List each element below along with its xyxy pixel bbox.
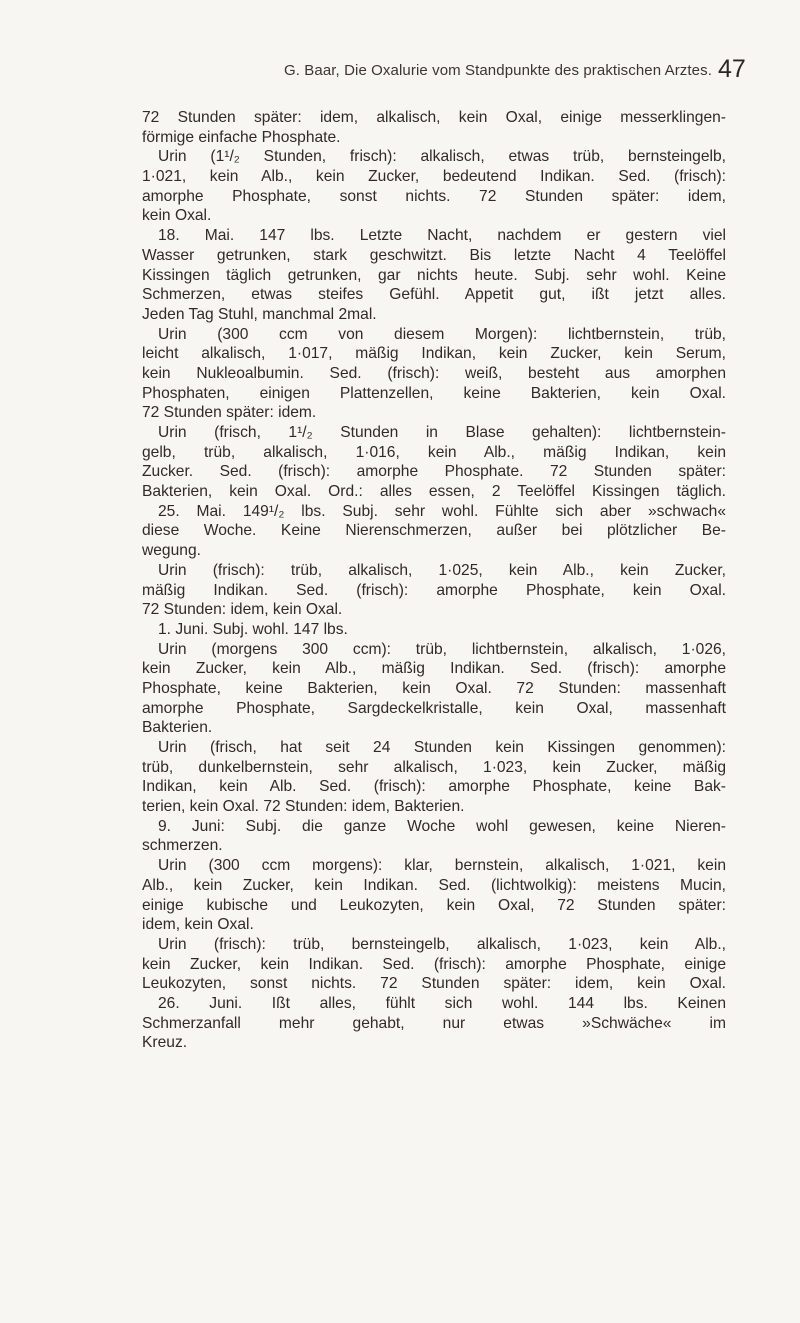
text-line: Urin (1¹/₂ Stunden, frisch): alkalisch, etwas trüb, bernsteingelb, <box>158 148 726 166</box>
text-line: Bakterien, kein Oxal. Ord.: alles essen, 2 Teelöffel Kissingen täglich. <box>142 483 726 501</box>
text-line: trüb, dunkelbernstein, sehr alkalisch, 1·023, kein Zucker, mäßig <box>142 758 726 776</box>
text-line: Phosphaten, einigen Plattenzellen, keine Bakterien, kein Oxal. <box>142 384 726 402</box>
text-line: Urin (300 ccm von diesem Morgen): lichtbernstein, trüb, <box>158 325 726 343</box>
text-line: Zucker. Sed. (frisch): amorphe Phosphate. 72 Stunden später: <box>142 463 726 481</box>
text-line: Urin (morgens 300 ccm): trüb, lichtbernstein, alkalisch, 1·026, <box>158 640 726 658</box>
text-line: Schmerzanfall mehr gehabt, nur etwas »Schwäche« im <box>142 1014 726 1032</box>
text-line: Indikan, kein Alb. Sed. (frisch): amorphe Phosphate, keine Bak- <box>142 778 726 796</box>
text-line: amorphe Phosphate, Sargdeckelkristalle, kein Oxal, massenhaft <box>142 699 726 717</box>
text-line: förmige einfache Phosphate. <box>142 128 341 146</box>
text-line: Urin (frisch): trüb, bernsteingelb, alkalisch, 1·023, kein Alb., <box>158 935 726 953</box>
text-line: Phosphate, keine Bakterien, kein Oxal. 72 Stunden: massenhaft <box>142 679 726 697</box>
text-line: Urin (frisch, hat seit 24 Stunden kein Kissingen genommen): <box>158 739 726 756</box>
text-line: 25. Mai. 149¹/₂ lbs. Subj. sehr wohl. Fühlte sich aber »schwach« <box>158 502 726 520</box>
text-line: diese Woche. Keine Nierenschmerzen, außer bei plötzlicher Be- <box>142 522 726 540</box>
text-line: 72 Stunden später: idem, alkalisch, kein Oxal, einige messerklingen- <box>142 109 726 126</box>
text-line: 1·021, kein Alb., kein Zucker, bedeutend Indikan. Sed. (frisch): <box>142 168 726 186</box>
text-line: Urin (frisch): trüb, alkalisch, 1·025, kein Alb., kein Zucker, <box>158 561 726 579</box>
text-line: kein Zucker, kein Alb., mäßig Indikan. Sed. (frisch): amorphe <box>142 660 726 678</box>
text-line: Schmerzen, etwas steifes Gefühl. Appetit gut, ißt jetzt alles. <box>142 286 726 304</box>
text-line: leicht alkalisch, 1·017, mäßig Indikan, kein Zucker, kein Serum, <box>142 345 726 363</box>
text-line: Kissingen täglich getrunken, gar nichts heute. Subj. sehr wohl. Keine <box>142 266 726 284</box>
text-line: 72 Stunden später: idem. <box>142 404 317 422</box>
text-line: Urin (300 ccm morgens): klar, bernstein, alkalisch, 1·021, kein <box>158 857 726 875</box>
text-line: Jeden Tag Stuhl, manchmal 2mal. <box>142 305 377 323</box>
text-line: gelb, trüb, alkalisch, 1·016, kein Alb., mäßig Indikan, kein <box>142 443 726 461</box>
text-line: 26. Juni. Ißt alles, fühlt sich wohl. 144 lbs. Keinen <box>158 994 726 1012</box>
text-line: 9. Juni: Subj. die ganze Woche wohl gewesen, keine Nieren- <box>158 817 726 835</box>
text-line: 72 Stunden: idem, kein Oxal. <box>142 601 343 619</box>
text-line: kein Oxal. <box>142 207 212 225</box>
text-line: wegung. <box>142 542 201 560</box>
text-line: 18. Mai. 147 lbs. Letzte Nacht, nachdem er gestern viel <box>158 227 726 245</box>
text-line: Leukozyten, sonst nichts. 72 Stunden später: idem, kein Oxal. <box>142 975 726 993</box>
body-text <box>142 108 726 1053</box>
text-line: Alb., kein Zucker, kein Indikan. Sed. (lichtwolkig): meistens Mucin, <box>142 876 726 894</box>
text-line: Wasser getrunken, stark geschwitzt. Bis letzte Nacht 4 Teelöffel <box>142 246 726 264</box>
text-line: idem, kein Oxal. <box>142 916 254 934</box>
text-line: kein Zucker, kein Indikan. Sed. (frisch): amorphe Phosphate, einige <box>142 955 726 973</box>
text-line: Kreuz. <box>142 1034 188 1052</box>
text-line: terien, kein Oxal. 72 Stunden: idem, Bakterien. <box>142 798 465 816</box>
text-line: kein Nukleoalbumin. Sed. (frisch): weiß, besteht aus amorphen <box>142 364 726 382</box>
text-line: mäßig Indikan. Sed. (frisch): amorphe Phosphate, kein Oxal. <box>142 581 726 599</box>
text-line: schmerzen. <box>142 837 223 855</box>
text-line: einige kubische und Leukozyten, kein Oxal, 72 Stunden später: <box>142 896 726 914</box>
text-line: Bakterien. <box>142 719 213 737</box>
text-line: amorphe Phosphate, sonst nichts. 72 Stunden später: idem, <box>142 187 726 205</box>
page-number: 47 <box>718 55 746 83</box>
text-line: 1. Juni. Subj. wohl. 147 lbs. <box>158 620 348 638</box>
running-head: G. Baar, Die Oxalurie vom Standpunkte des praktischen Arztes. <box>284 62 712 79</box>
text-line: Urin (frisch, 1¹/₂ Stunden in Blase gehalten): lichtbernstein- <box>158 424 726 441</box>
